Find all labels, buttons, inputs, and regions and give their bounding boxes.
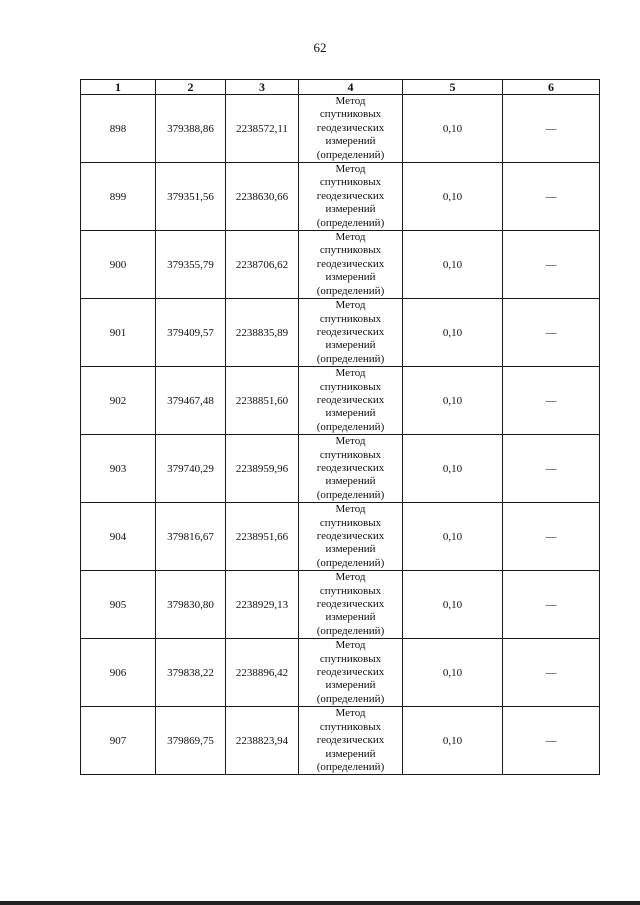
accuracy-cell: 0,10 <box>403 299 503 367</box>
point-number-cell: 904 <box>81 503 156 571</box>
scan-bottom-edge <box>0 901 640 905</box>
method-cell <box>299 231 403 299</box>
table-row <box>81 163 600 231</box>
method-cell <box>299 367 403 435</box>
method-line: (определений) <box>316 352 385 365</box>
method-line: (определений) <box>316 284 385 297</box>
x-coordinate-cell: 379830,80 <box>156 571 226 639</box>
method-line: геодезических <box>316 257 385 270</box>
method-line: (определений) <box>316 488 385 501</box>
accuracy-cell: 0,10 <box>403 95 503 163</box>
point-number-cell: 907 <box>81 707 156 775</box>
method-line: спутниковых <box>319 176 382 189</box>
method-cell <box>299 707 403 775</box>
x-coordinate-cell: 379351,56 <box>156 163 226 231</box>
page-number: 62 <box>313 40 327 55</box>
method-line: геодезических <box>316 393 385 406</box>
method-line: спутниковых <box>319 380 382 393</box>
method-line: Метод <box>335 95 366 107</box>
note-cell: — <box>503 231 600 299</box>
method-cell <box>299 95 403 163</box>
method-line: геодезических <box>316 121 385 134</box>
method-line: геодезических <box>316 666 385 679</box>
method-line: спутниковых <box>319 312 382 325</box>
method-cell <box>299 503 403 571</box>
note-cell: — <box>503 571 600 639</box>
accuracy-cell: 0,10 <box>403 163 503 231</box>
method-line: геодезических <box>316 598 385 611</box>
method-line: измерений <box>325 611 376 624</box>
method-line: Метод <box>335 299 366 312</box>
point-number-cell: 902 <box>81 367 156 435</box>
y-coordinate-cell: 2238706,62 <box>226 231 299 299</box>
method-line: (определений) <box>316 624 385 637</box>
y-coordinate-cell: 2238951,66 <box>226 503 299 571</box>
method-line: (определений) <box>316 760 385 773</box>
x-coordinate-cell: 379388,86 <box>156 95 226 163</box>
method-line: измерений <box>325 407 376 420</box>
method-line: Метод <box>335 231 366 244</box>
point-number-cell: 905 <box>81 571 156 639</box>
method-line: геодезических <box>316 734 385 747</box>
method-line: измерений <box>325 747 376 760</box>
point-number-cell: 903 <box>81 435 156 503</box>
method-line: геодезических <box>316 530 385 542</box>
method-line: Метод <box>335 707 366 720</box>
y-coordinate-cell: 2238851,60 <box>226 367 299 435</box>
method-line: спутниковых <box>319 244 382 257</box>
note-cell: — <box>503 707 600 775</box>
method-line: Метод <box>335 163 366 176</box>
y-coordinate-cell: 2238630,66 <box>226 163 299 231</box>
header-col-2: 2 <box>156 80 226 95</box>
method-line: (определений) <box>316 692 385 705</box>
note-cell: — <box>503 639 600 707</box>
y-coordinate-cell: 2238929,13 <box>226 571 299 639</box>
method-line: Метод <box>335 367 366 380</box>
method-line: измерений <box>325 135 376 148</box>
note-cell: — <box>503 163 600 231</box>
method-line: измерений <box>325 203 376 216</box>
table-row <box>81 571 600 639</box>
note-cell: — <box>503 367 600 435</box>
note-cell: — <box>503 435 600 503</box>
table-body <box>81 95 600 775</box>
y-coordinate-cell: 2238572,11 <box>226 95 299 163</box>
note-cell: — <box>503 95 600 163</box>
note-cell: — <box>503 299 600 367</box>
method-line: измерений <box>325 271 376 284</box>
point-number-cell: 900 <box>81 231 156 299</box>
note-cell: — <box>503 503 600 571</box>
method-line: (определений) <box>316 556 385 569</box>
x-coordinate-cell: 379355,79 <box>156 231 226 299</box>
table-header-row <box>81 80 600 95</box>
x-coordinate-cell: 379816,67 <box>156 503 226 571</box>
accuracy-cell: 0,10 <box>403 503 503 571</box>
y-coordinate-cell: 2238959,96 <box>226 435 299 503</box>
table-row <box>81 707 600 775</box>
method-line: геодезических <box>316 189 385 202</box>
method-line: измерений <box>325 543 376 556</box>
method-line: Метод <box>335 571 366 584</box>
accuracy-cell: 0,10 <box>403 435 503 503</box>
table-row <box>81 299 600 367</box>
method-cell <box>299 299 403 367</box>
x-coordinate-cell: 379838,22 <box>156 639 226 707</box>
method-line: Метод <box>335 639 366 652</box>
method-line: геодезических <box>316 461 385 474</box>
header-col-3: 3 <box>226 80 299 95</box>
header-col-5: 5 <box>403 80 503 95</box>
method-cell <box>299 435 403 503</box>
method-line: спутниковых <box>319 652 382 665</box>
table-row <box>81 95 600 163</box>
method-cell <box>299 163 403 231</box>
x-coordinate-cell: 379467,48 <box>156 367 226 435</box>
table-row <box>81 435 600 503</box>
method-line: Метод <box>335 503 366 516</box>
table-row <box>81 503 600 571</box>
table-row <box>81 639 600 707</box>
method-line: измерений <box>325 475 376 488</box>
y-coordinate-cell: 2238823,94 <box>226 707 299 775</box>
method-cell <box>299 639 403 707</box>
method-line: геодезических <box>316 325 385 338</box>
x-coordinate-cell: 379740,29 <box>156 435 226 503</box>
header-col-6: 6 <box>503 80 600 95</box>
table-row <box>81 367 600 435</box>
method-line: (определений) <box>316 420 385 433</box>
point-number-cell: 901 <box>81 299 156 367</box>
method-line: (определений) <box>316 216 385 229</box>
accuracy-cell: 0,10 <box>403 639 503 707</box>
method-line: Метод <box>335 435 366 448</box>
point-number-cell: 906 <box>81 639 156 707</box>
point-number-cell: 899 <box>81 163 156 231</box>
method-line: спутниковых <box>319 448 382 461</box>
method-cell <box>299 571 403 639</box>
accuracy-cell: 0,10 <box>403 571 503 639</box>
point-number-cell: 898 <box>81 95 156 163</box>
x-coordinate-cell: 379869,75 <box>156 707 226 775</box>
table-row <box>81 231 600 299</box>
accuracy-cell: 0,10 <box>403 367 503 435</box>
method-line: спутниковых <box>319 108 382 121</box>
x-coordinate-cell: 379409,57 <box>156 299 226 367</box>
y-coordinate-cell: 2238896,42 <box>226 639 299 707</box>
y-coordinate-cell: 2238835,89 <box>226 299 299 367</box>
accuracy-cell: 0,10 <box>403 231 503 299</box>
method-line: спутниковых <box>319 720 382 733</box>
header-col-1: 1 <box>81 80 156 95</box>
method-line: спутниковых <box>319 516 382 529</box>
coordinates-table <box>80 79 600 775</box>
method-line: (определений) <box>316 148 385 161</box>
accuracy-cell: 0,10 <box>403 707 503 775</box>
method-line: измерений <box>325 679 376 692</box>
method-line: измерений <box>325 339 376 352</box>
header-col-4: 4 <box>299 80 403 95</box>
method-line: спутниковых <box>319 584 382 597</box>
